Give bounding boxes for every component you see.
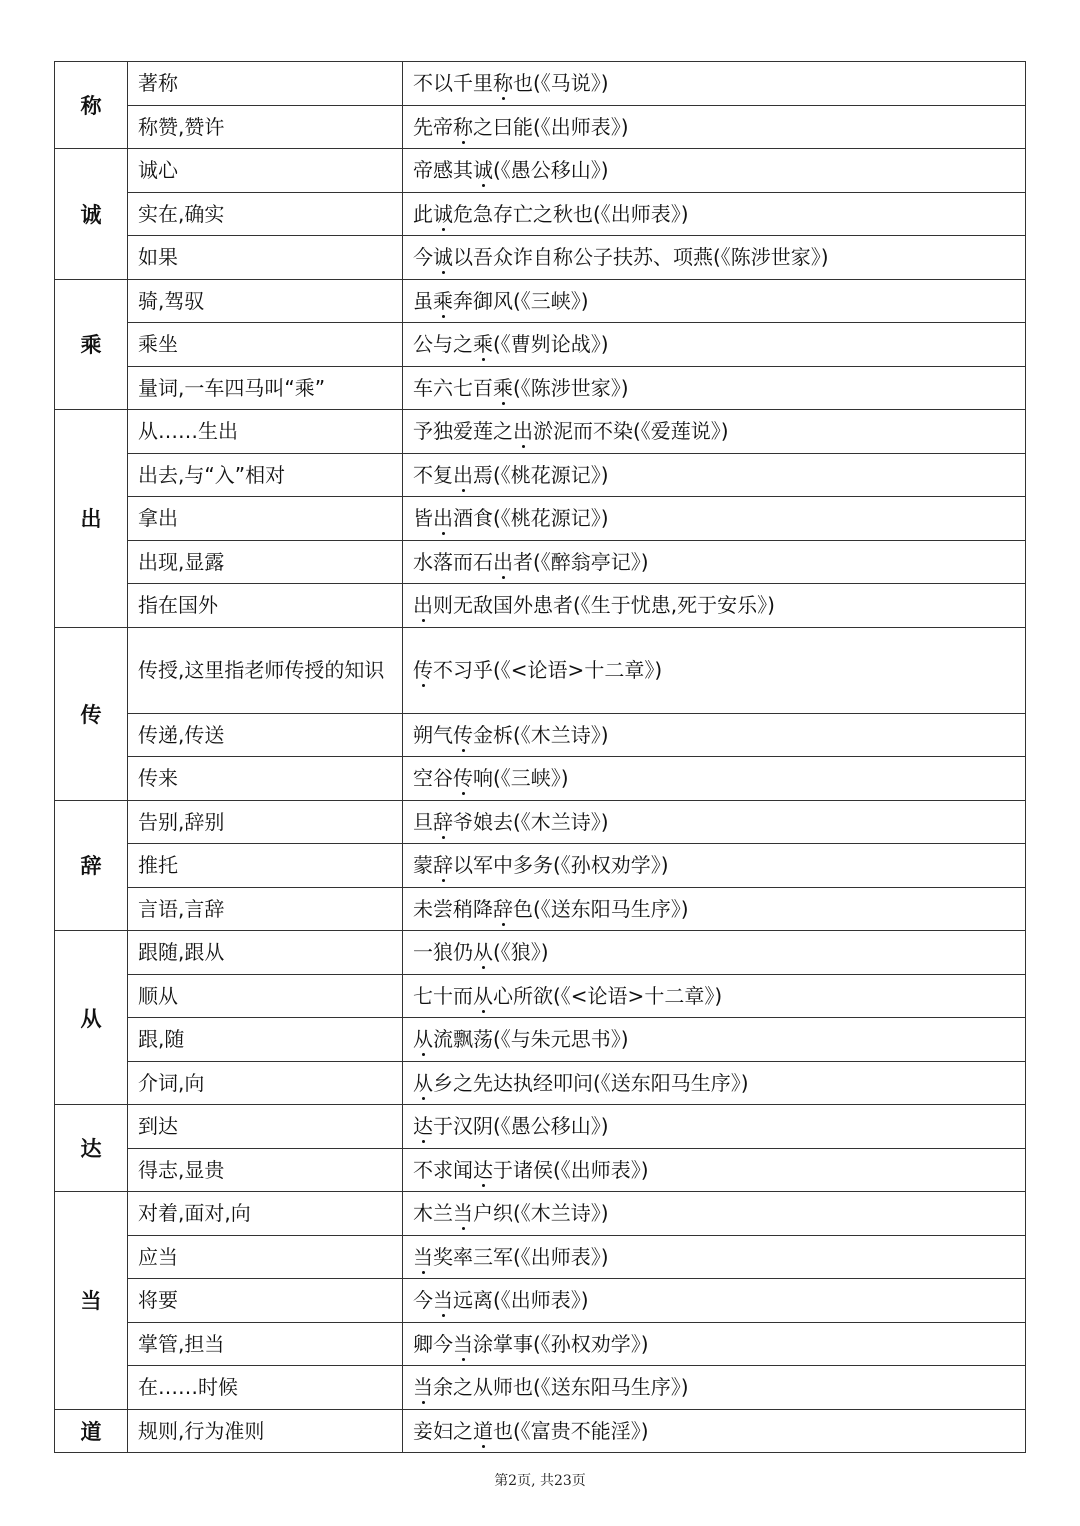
meaning-cell: 对着,面对,向 — [128, 1192, 403, 1236]
example-text-before: 皆 — [413, 506, 433, 530]
vocabulary-table — [54, 61, 1026, 1453]
meaning-cell: 顺从 — [128, 974, 403, 1018]
meaning-cell: 推托 — [128, 844, 403, 888]
meaning-cell: 指在国外 — [128, 584, 403, 628]
emphasized-character: 当 — [413, 1244, 433, 1269]
table-row — [55, 62, 1026, 106]
table-row — [55, 1148, 1026, 1192]
table-row — [55, 1409, 1026, 1453]
example-text-after: 流飘荡(《与朱元思书》) — [433, 1027, 629, 1051]
example-text-before: 妾妇之 — [413, 1418, 473, 1443]
example-text-after: 也(《马说》) — [513, 71, 609, 95]
example-cell — [403, 1061, 1026, 1105]
emphasized-character: 称 — [493, 71, 513, 95]
meaning-cell: 实在,确实 — [128, 192, 403, 236]
meaning-cell: 著称 — [128, 62, 403, 106]
example-text-after: 余之从师也(《送东阳马生序》) — [433, 1375, 689, 1399]
meaning-cell: 传递,传送 — [128, 713, 403, 757]
meaning-cell: 如果 — [128, 236, 403, 280]
example-cell — [403, 497, 1026, 541]
emphasized-character: 称 — [453, 114, 473, 139]
meaning-cell: 称赞,赞许 — [128, 105, 403, 149]
example-text-after: 焉(《桃花源记》) — [473, 462, 609, 487]
example-text-after: 于汉阴(《愚公移山》) — [433, 1114, 609, 1138]
example-text-before: 虽 — [413, 288, 433, 313]
example-text-after: 户织(《木兰诗》) — [473, 1201, 609, 1225]
emphasized-character: 出 — [413, 593, 433, 617]
example-cell — [403, 1322, 1026, 1366]
emphasized-character: 辞 — [493, 896, 513, 921]
example-text-after: 酒食(《桃花源记》) — [453, 506, 609, 530]
meaning-cell: 乘坐 — [128, 323, 403, 367]
meaning-cell: 诚心 — [128, 149, 403, 193]
example-cell — [403, 931, 1026, 975]
table-row — [55, 1235, 1026, 1279]
example-text-before: 旦 — [413, 809, 433, 834]
headword-cell: 达 — [55, 1105, 128, 1192]
example-text-after: 以吾众诈自称公子扶苏、项燕(《陈涉世家》) — [453, 245, 829, 269]
example-text-before: 此 — [413, 201, 433, 226]
example-cell — [403, 1105, 1026, 1149]
example-text-after: 奖率三军(《出师表》) — [433, 1244, 609, 1269]
table-row — [55, 757, 1026, 801]
example-text-after: 涂掌事(《孙权劝学》) — [473, 1331, 649, 1356]
example-text-before: 公与之 — [413, 332, 473, 356]
example-text-after: (《狼》) — [493, 940, 549, 964]
emphasized-character: 从 — [413, 1027, 433, 1051]
meaning-cell: 传来 — [128, 757, 403, 801]
example-text-after: 者(《醉翁亭记》) — [513, 549, 649, 574]
meaning-cell: 言语,言辞 — [128, 887, 403, 931]
example-cell — [403, 1235, 1026, 1279]
emphasized-character: 乘 — [493, 375, 513, 400]
example-text-before: 朔气 — [413, 722, 453, 747]
table-row — [55, 887, 1026, 931]
example-cell — [403, 279, 1026, 323]
table-row — [55, 236, 1026, 280]
table-row — [55, 844, 1026, 888]
emphasized-character: 当 — [433, 1288, 453, 1312]
example-text-after: 爷娘去(《木兰诗》) — [453, 809, 609, 834]
meaning-cell: 介词,向 — [128, 1061, 403, 1105]
table-row — [55, 410, 1026, 454]
example-text-after: 之曰能(《出师表》) — [473, 114, 629, 139]
meaning-cell: 到达 — [128, 1105, 403, 1149]
headword-cell: 从 — [55, 931, 128, 1105]
meaning-cell: 应当 — [128, 1235, 403, 1279]
emphasized-character: 诚 — [433, 201, 453, 226]
example-cell — [403, 627, 1026, 713]
headword-cell: 出 — [55, 410, 128, 628]
table-row — [55, 584, 1026, 628]
example-text-before: 七十而 — [413, 983, 473, 1008]
emphasized-character: 达 — [413, 1114, 433, 1138]
example-cell — [403, 974, 1026, 1018]
meaning-cell: 掌管,担当 — [128, 1322, 403, 1366]
example-text-after: (《曹刿论战》) — [493, 332, 609, 356]
table-row — [55, 713, 1026, 757]
table-row — [55, 1018, 1026, 1062]
emphasized-character: 当 — [453, 1201, 473, 1225]
table-row — [55, 1105, 1026, 1149]
headword-cell: 诚 — [55, 149, 128, 280]
headword-cell: 道 — [55, 1409, 128, 1453]
example-text-after: 也(《富贵不能淫》) — [493, 1418, 649, 1443]
meaning-cell: 告别,辞别 — [128, 800, 403, 844]
example-cell — [403, 105, 1026, 149]
example-text-before: 帝感其 — [413, 158, 473, 182]
example-cell — [403, 713, 1026, 757]
example-text-before: 不复 — [413, 462, 453, 487]
meaning-cell: 拿出 — [128, 497, 403, 541]
meaning-cell: 跟,随 — [128, 1018, 403, 1062]
example-cell — [403, 844, 1026, 888]
table-row — [55, 366, 1026, 410]
meaning-cell: 规则,行为准则 — [128, 1409, 403, 1453]
example-text-before: 予独爱莲之 — [413, 419, 513, 443]
headword-cell: 乘 — [55, 279, 128, 410]
example-text-after: 于诸侯(《出师表》) — [493, 1157, 649, 1182]
emphasized-character: 诚 — [473, 158, 493, 182]
example-cell — [403, 800, 1026, 844]
emphasized-character: 乘 — [433, 288, 453, 313]
example-text-before: 不以千里 — [413, 71, 493, 95]
example-text-before: 空谷 — [413, 766, 453, 790]
table-row — [55, 497, 1026, 541]
example-text-before: 卿今 — [413, 1331, 453, 1356]
emphasized-character: 道 — [473, 1418, 493, 1443]
example-text-after: 心所欲(《<论语>十二章》) — [493, 983, 723, 1008]
example-cell — [403, 1366, 1026, 1410]
example-cell — [403, 149, 1026, 193]
meaning-cell: 出去,与“入”相对 — [128, 453, 403, 497]
example-cell — [403, 323, 1026, 367]
example-cell — [403, 453, 1026, 497]
example-cell — [403, 1018, 1026, 1062]
table-row — [55, 974, 1026, 1018]
example-cell — [403, 236, 1026, 280]
table-row — [55, 1061, 1026, 1105]
example-cell — [403, 410, 1026, 454]
emphasized-character: 出 — [453, 462, 473, 487]
example-text-after: 不习乎(《<论语>十二章》) — [433, 657, 663, 682]
meaning-cell: 将要 — [128, 1279, 403, 1323]
example-text-after: 响(《三峡》) — [473, 766, 569, 790]
emphasized-character: 从 — [413, 1070, 433, 1095]
meaning-cell: 出现,显露 — [128, 540, 403, 584]
example-text-after: 危急存亡之秋也(《出师表》) — [453, 201, 689, 226]
example-text-after: (《愚公移山》) — [493, 158, 609, 182]
table-row — [55, 1366, 1026, 1410]
emphasized-character: 传 — [453, 722, 473, 747]
emphasized-character: 当 — [413, 1375, 433, 1399]
example-text-before: 水落而石 — [413, 549, 493, 574]
table-row — [55, 279, 1026, 323]
example-text-before: 先帝 — [413, 114, 453, 139]
table-row — [55, 1192, 1026, 1236]
emphasized-character: 达 — [473, 1157, 493, 1182]
example-cell — [403, 540, 1026, 584]
meaning-cell: 从……生出 — [128, 410, 403, 454]
example-text-before: 未尝稍降 — [413, 896, 493, 921]
meaning-cell: 传授,这里指老师传授的知识 — [128, 627, 403, 713]
table-row — [55, 453, 1026, 497]
meaning-cell: 骑,驾驭 — [128, 279, 403, 323]
meaning-cell: 跟随,跟从 — [128, 931, 403, 975]
table-row — [55, 540, 1026, 584]
example-cell — [403, 366, 1026, 410]
example-text-before: 不求闻 — [413, 1157, 473, 1182]
emphasized-character: 乘 — [473, 332, 493, 356]
meaning-cell: 在……时候 — [128, 1366, 403, 1410]
example-cell — [403, 1279, 1026, 1323]
table-row — [55, 931, 1026, 975]
example-text-after: 则无敌国外患者(《生于忧患,死于安乐》) — [433, 593, 775, 617]
table-row — [55, 105, 1026, 149]
example-cell — [403, 1192, 1026, 1236]
meaning-cell: 得志,显贵 — [128, 1148, 403, 1192]
example-text-before: 今 — [413, 245, 433, 269]
emphasized-character: 辞 — [433, 809, 453, 834]
headword-cell: 传 — [55, 627, 128, 800]
example-text-after: 金柝(《木兰诗》) — [473, 722, 609, 747]
example-text-after: 奔御风(《三峡》) — [453, 288, 589, 313]
emphasized-character: 辞 — [433, 853, 453, 877]
headword-cell: 称 — [55, 62, 128, 149]
table-row — [55, 323, 1026, 367]
emphasized-character: 传 — [413, 657, 433, 682]
example-text-after: 色(《送东阳马生序》) — [513, 896, 689, 921]
example-cell — [403, 62, 1026, 106]
emphasized-character: 出 — [513, 419, 533, 443]
table-row — [55, 800, 1026, 844]
table-row — [55, 149, 1026, 193]
example-text-before: 车六七百 — [413, 375, 493, 400]
table-row — [55, 192, 1026, 236]
example-text-after: 淤泥而不染(《爱莲说》) — [533, 419, 729, 443]
example-text-after: 乡之先达执经叩问(《送东阳马生序》) — [433, 1070, 749, 1095]
emphasized-character: 出 — [433, 506, 453, 530]
example-text-before: 今 — [413, 1288, 433, 1312]
example-text-after: (《陈涉世家》) — [513, 375, 629, 400]
example-cell — [403, 1148, 1026, 1192]
example-cell — [403, 192, 1026, 236]
headword-cell: 当 — [55, 1192, 128, 1410]
example-text-before: 木兰 — [413, 1201, 453, 1225]
example-cell — [403, 1409, 1026, 1453]
emphasized-character: 当 — [453, 1331, 473, 1356]
example-text-before: 蒙 — [413, 853, 433, 877]
headword-cell: 辞 — [55, 800, 128, 931]
emphasized-character: 从 — [473, 940, 493, 964]
example-cell — [403, 757, 1026, 801]
page-footer: 第2页, 共23页 — [494, 1473, 586, 1489]
emphasized-character: 诚 — [433, 245, 453, 269]
table-row — [55, 1322, 1026, 1366]
emphasized-character: 传 — [453, 766, 473, 790]
emphasized-character: 出 — [493, 549, 513, 574]
table-row — [55, 1279, 1026, 1323]
meaning-cell: 量词,一车四马叫“乘” — [128, 366, 403, 410]
example-text-before: 一狼仍 — [413, 940, 473, 964]
example-cell — [403, 584, 1026, 628]
example-text-after: 远离(《出师表》) — [453, 1288, 589, 1312]
table-row — [55, 627, 1026, 713]
example-text-after: 以军中多务(《孙权劝学》) — [453, 853, 669, 877]
example-cell — [403, 887, 1026, 931]
emphasized-character: 从 — [473, 983, 493, 1008]
